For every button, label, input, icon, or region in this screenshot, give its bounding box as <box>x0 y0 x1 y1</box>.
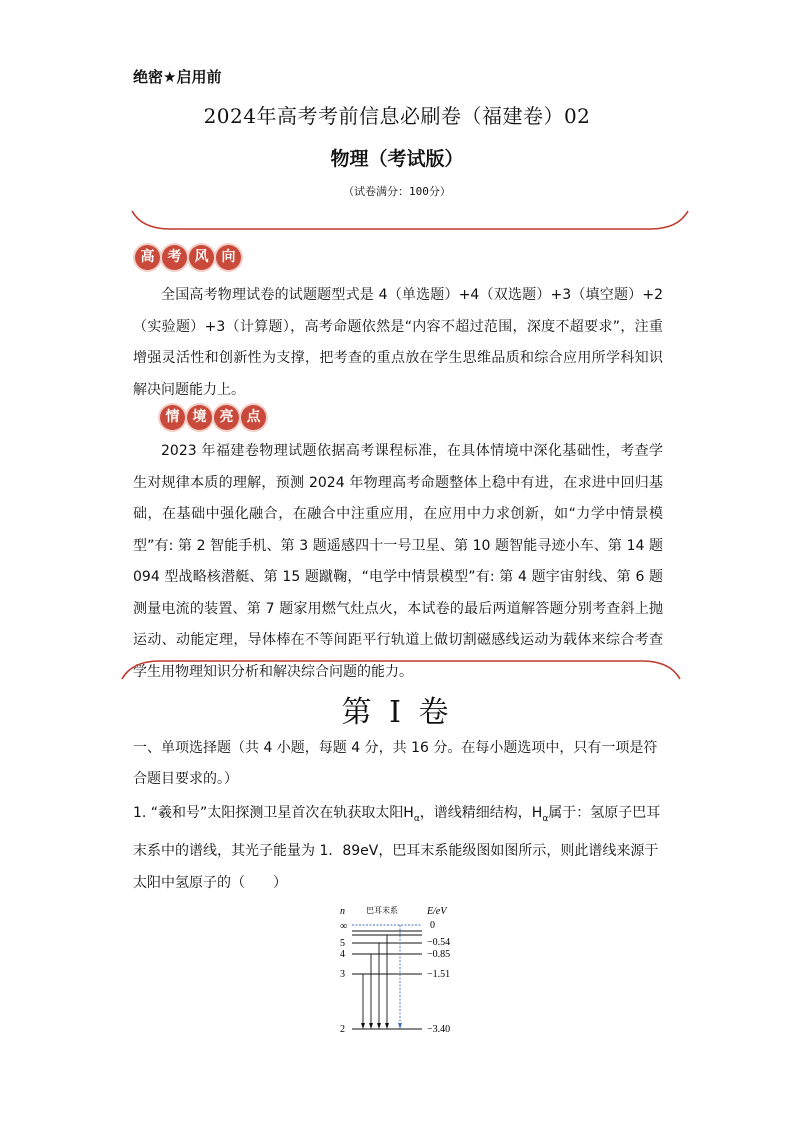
question-1-sub2: α <box>542 813 549 824</box>
axis-n-label: n <box>340 906 345 917</box>
series-label: 巴耳末系 <box>366 906 398 915</box>
banner-char: 亮 <box>214 405 239 430</box>
banner-char: 情 <box>160 405 185 430</box>
bottom-divider-curve <box>120 655 682 685</box>
question-1-part1: 1. “羲和号”太阳探测卫星首次在轨获取太阳H <box>133 805 414 821</box>
top-divider-curve <box>130 205 690 235</box>
banner-char: 境 <box>187 405 212 430</box>
arrowheads <box>361 1023 389 1029</box>
level-energy-label: −0.54 <box>427 937 451 948</box>
arrowhead-dashed <box>398 1023 402 1029</box>
banner-char: 考 <box>162 245 187 270</box>
question-1-part2: ，谱线精细结构，H <box>419 805 543 821</box>
question-1 <box>133 797 663 899</box>
subject-title: 物理（考试版） <box>330 148 464 170</box>
highlight-paragraph: 2023 年福建卷物理试题依据高考课程标准，在具体情境中深化基础性，考查学生对规律本质的理解，预测 2024 年物理高考命题整体上稳中有进，在求进中回归基础，在基础中强化融合，在融合中注重应用，在应用中力求创新，如“力学中情景模型”有: 第 2 智能手机、第 3 题遥感四十一号卫星、第 10 题智能寻迹小车、第 14 题 094 型战略核潜艇、第 15 题蹴鞠，“电学中情景模型”有: 第 4 题宇宙射线、第 6 题测量电流的装置、第 7 题家用燃气灶点火，本试卷的最后两道解答题分别考查斜上抛运动、动能定理，导体棒在不等间距平行轨道上做切割磁感线运动为载体来综合考查学生用物理知识分析和解决综合问题的能力。 <box>133 443 663 680</box>
level-n-label: 3 <box>340 969 345 980</box>
banner-char: 向 <box>216 245 241 270</box>
secret-label: 绝密★启用前 <box>133 68 222 86</box>
level-energy-label: −0.85 <box>427 949 451 960</box>
full-score-note: （试卷满分：100分） <box>343 185 451 198</box>
banner-char: 风 <box>189 245 214 270</box>
section-heading: 一、单项选择题（共 4 小题，每题 4 分，共 16 分。在每小题选项中，只有一项是符合题目要求的。） <box>133 740 658 787</box>
question-1-part3: 属于：氢原子巴耳末系中的谱线，其光子能量为 1．89eV，巴耳末系能级图如图所示，则此谱线来源于太阳中氢原子的（ ） <box>133 805 661 891</box>
question-1-sub1: α <box>413 813 420 824</box>
trend-paragraph: 全国高考物理试卷的试题题型式是 4（单选题）+4（双选题）+3（填空题）+2（实验题）+3（计算题），高考命题依然是“内容不超过范围，深度不超要求”，注重增强灵活性和创新性为支撑，把考查的重点放在学生思维品质和综合应用所学科知识解决问题能力上。 <box>133 287 663 398</box>
level-n-label: 5 <box>340 938 345 949</box>
balmer-energy-level-diagram <box>330 898 480 1043</box>
axis-e-label: E/eV <box>427 906 447 917</box>
level-n-label: 4 <box>340 949 345 960</box>
level-energy-label: −1.51 <box>427 969 451 980</box>
level-n-label: ∞ <box>340 921 348 932</box>
banner-char: 点 <box>241 405 266 430</box>
level-energy-label: 0 <box>430 920 435 931</box>
banner-qingjing-liangdian <box>160 405 266 430</box>
banner-char: 高 <box>135 245 160 270</box>
banner-gaokao-fengxiang <box>135 245 241 270</box>
volume-title: 第 I 卷 <box>341 695 453 730</box>
page-title: 2024年高考考前信息必刷卷（福建卷）02 <box>203 104 591 128</box>
level-energy-label: −3.40 <box>427 1024 451 1035</box>
level-n-label: 2 <box>340 1024 345 1035</box>
